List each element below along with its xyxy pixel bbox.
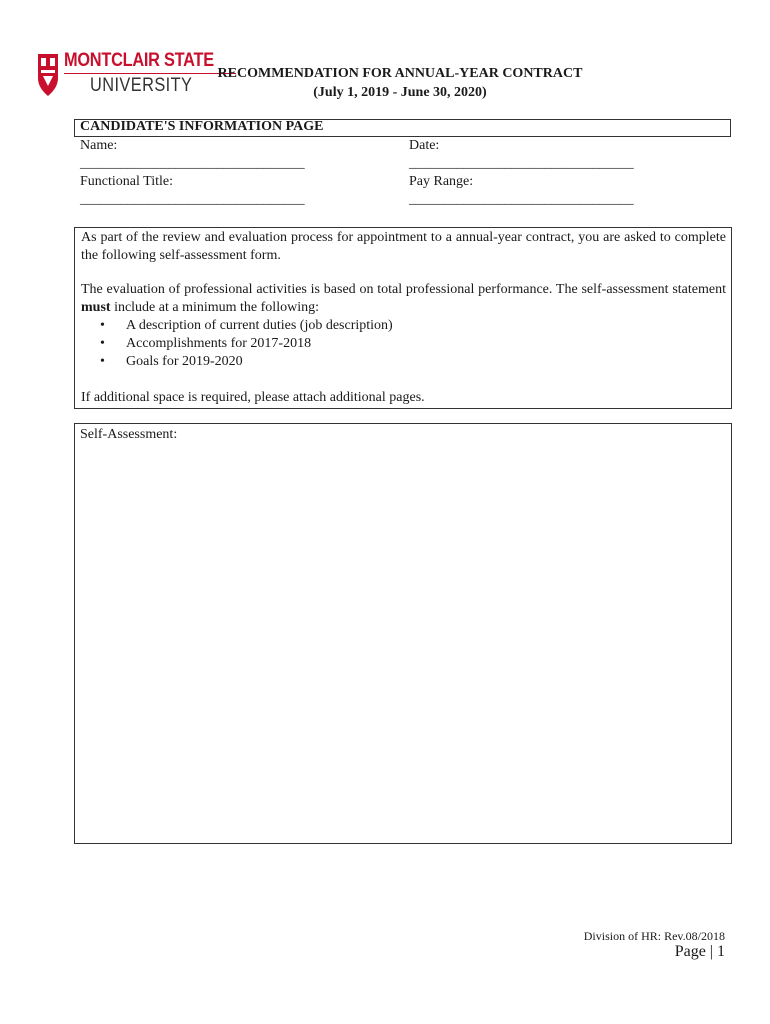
functional-title-label: Functional Title: (80, 174, 173, 189)
self-assessment-field[interactable] (74, 423, 732, 844)
list-item (100, 317, 393, 335)
revision-note: Division of HR: Rev.08/2018 (583, 929, 725, 943)
date-label: Date: (409, 138, 440, 153)
bullet-icon: • (100, 354, 105, 369)
list-item-text: Accomplishments for 2017-2018 (126, 336, 312, 351)
page-number: Page | 1 (674, 943, 725, 960)
evaluation-text-end: include at a minimum the following: (110, 300, 319, 315)
shield-icon (36, 52, 60, 98)
name-label: Name: (80, 138, 118, 153)
additional-space-note: If additional space is required, please attach additional pages. (81, 390, 425, 405)
evaluation-text: The evaluation of professional activities is based on total professional performance. The self-assessment statement (81, 282, 726, 297)
list-item-text: Goals for 2019-2020 (126, 354, 243, 369)
evaluation-paragraph (81, 281, 726, 317)
bullet-icon: • (100, 318, 105, 333)
list-item (100, 335, 393, 353)
logo-text-secondary: UNIVERSITY (90, 75, 193, 96)
info-heading: CANDIDATE'S INFORMATION PAGE (80, 119, 324, 134)
pay-range-field[interactable]: _________________________________ (409, 192, 634, 207)
university-logo (36, 50, 214, 98)
intro-paragraph: As part of the review and evaluation process for appointment to a annual-year contract, you are asked to complete the following self-assessment form. (81, 230, 726, 263)
date-field[interactable]: _________________________________ (409, 156, 634, 171)
self-assessment-label: Self-Assessment: (80, 427, 178, 442)
name-field[interactable]: _________________________________ (80, 156, 305, 171)
requirements-list (100, 317, 393, 371)
bullet-icon: • (100, 336, 105, 351)
functional-title-field[interactable]: _________________________________ (80, 192, 305, 207)
title-line: RECOMMENDATION FOR ANNUAL-YEAR CONTRACT (217, 66, 583, 81)
logo-text-primary: MONTCLAIR STATE (64, 50, 214, 71)
pay-range-label: Pay Range: (409, 174, 474, 189)
document-title (200, 64, 600, 102)
subtitle-line: (July 1, 2019 - June 30, 2020) (313, 85, 487, 100)
list-item-text: A description of current duties (job description) (126, 318, 393, 333)
list-item (100, 353, 393, 371)
evaluation-emphasis: must (81, 300, 111, 315)
